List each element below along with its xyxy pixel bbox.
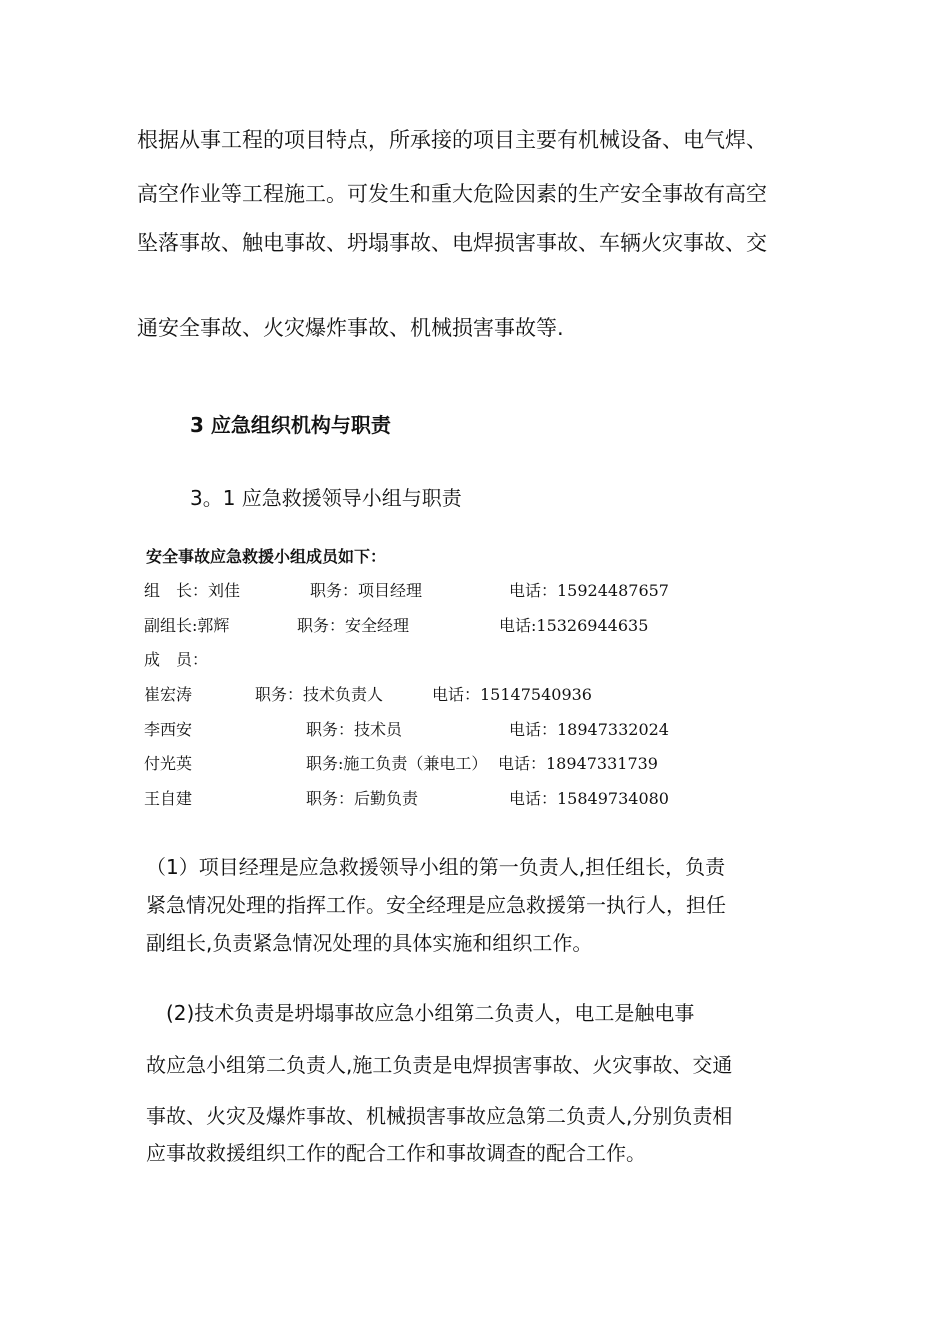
member-duty: 职务:施工负责（兼电工） bbox=[306, 754, 488, 773]
member-duty: 职务：安全经理 bbox=[297, 616, 410, 635]
member-name: 李西安 bbox=[144, 720, 193, 739]
intro-line: 高空作业等工程施工。可发生和重大危险因素的生产安全事故有高空 bbox=[137, 182, 767, 206]
roster-row bbox=[0, 786, 950, 808]
paragraph-line: 应事故救援组织工作的配合工作和事故调查的配合工作。 bbox=[146, 1141, 646, 1165]
section-3-1-heading: 3。1 应急救援领导小组与职责 bbox=[190, 486, 462, 510]
member-name: 副组长:郭辉 bbox=[144, 616, 230, 635]
intro-line: 根据从事工程的项目特点，所承接的项目主要有机械设备、电气焊、 bbox=[137, 128, 767, 152]
intro-line: 通安全事故、火灾爆炸事故、机械损害事故等. bbox=[137, 316, 564, 340]
roster-title: 安全事故应急救援小组成员如下： bbox=[146, 547, 387, 566]
roster-row bbox=[0, 578, 950, 600]
paragraph-line: 事故、火灾及爆炸事故、机械损害事故应急第二负责人,分别负责相 bbox=[146, 1104, 733, 1128]
roster-row bbox=[0, 647, 950, 669]
member-phone: 电话:15326944635 bbox=[499, 616, 649, 635]
paragraph-line: (2)技术负责是坍塌事故应急小组第二负责人，电工是触电事 bbox=[146, 1001, 695, 1025]
paragraph-line: 紧急情况处理的指挥工作。安全经理是应急救援第一执行人，担任 bbox=[146, 893, 726, 917]
member-label: 成 员： bbox=[144, 650, 209, 669]
paragraph-line: 副组长,负责紧急情况处理的具体实施和组织工作。 bbox=[146, 931, 593, 955]
paragraph-line: 故应急小组第二负责人,施工负责是电焊损害事故、火灾事故、交通 bbox=[146, 1053, 733, 1077]
member-phone: 电话：18947332024 bbox=[509, 720, 669, 739]
member-duty: 职务：项目经理 bbox=[310, 581, 423, 600]
member-duty: 职务：技术负责人 bbox=[255, 685, 384, 704]
member-phone: 电话：18947331739 bbox=[498, 754, 658, 773]
member-name: 组 长：刘佳 bbox=[144, 581, 241, 600]
member-name: 崔宏涛 bbox=[144, 685, 193, 704]
member-phone: 电话：15924487657 bbox=[509, 581, 669, 600]
paragraph-line: （1）项目经理是应急救援领导小组的第一负责人,担任组长，负责 bbox=[146, 855, 726, 879]
member-phone: 电话：15849734080 bbox=[509, 789, 669, 808]
member-name: 付光英 bbox=[144, 754, 193, 773]
member-phone: 电话：15147540936 bbox=[432, 685, 592, 704]
roster-row bbox=[0, 682, 950, 704]
member-duty: 职务：技术员 bbox=[306, 720, 403, 739]
roster-row bbox=[0, 751, 950, 773]
section-3-heading: 3 应急组织机构与职责 bbox=[190, 413, 391, 437]
roster-row bbox=[0, 717, 950, 739]
member-duty: 职务：后勤负责 bbox=[306, 789, 419, 808]
member-name: 王自建 bbox=[144, 789, 193, 808]
roster-row bbox=[0, 613, 950, 635]
intro-line: 坠落事故、触电事故、坍塌事故、电焊损害事故、车辆火灾事故、交 bbox=[137, 231, 767, 255]
